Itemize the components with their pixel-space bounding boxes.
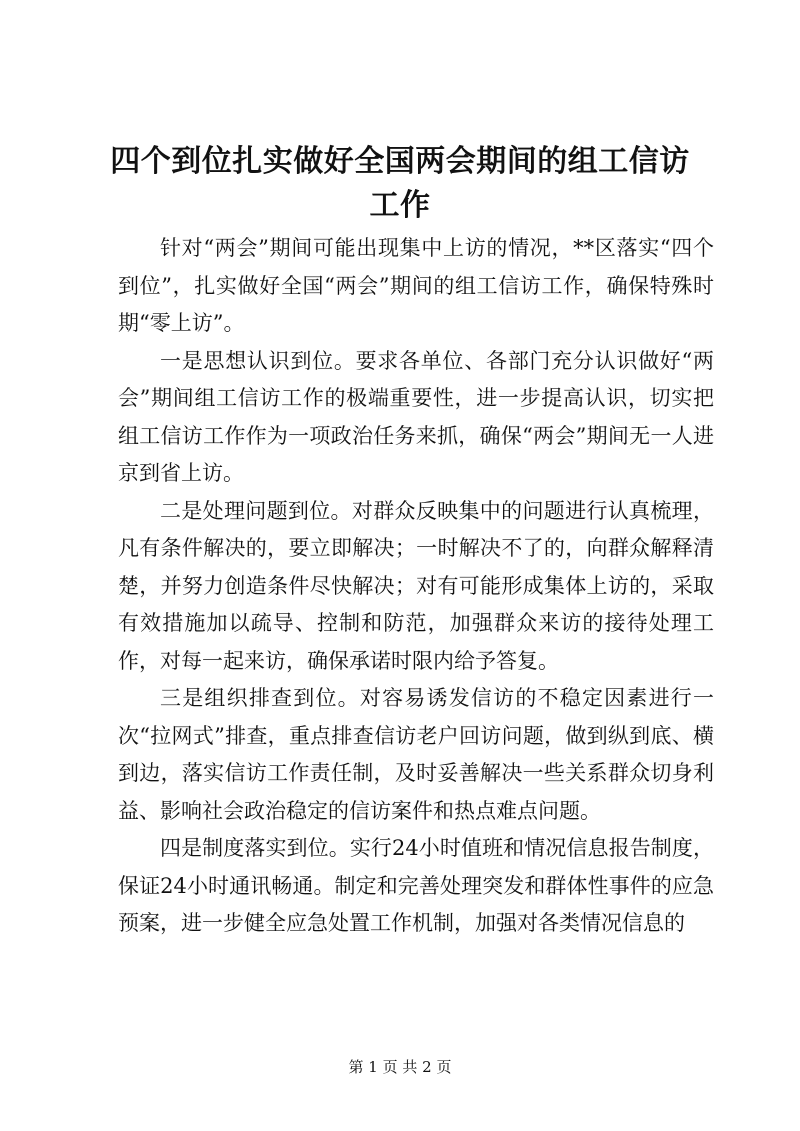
- paragraph-problem-handling: 二是处理问题到位。对群众反映集中的问题进行认真梳理，凡有条件解决的，要立即解决；一时解决不了的，向群众解释清楚，并努力创造条件尽快解决；对有可能形成集体上访的，采取有效措施加以疏导、控制和防范，加强群众来访的接待处理工作，对每一起来访，确保承诺时限内给予答复。: [118, 498, 714, 673]
- paragraph-intro: 针对“两会”期间可能出现集中上访的情况，**区落实“四个到位”，扎实做好全国“两会”期间的组工信访工作，确保特殊时期“零上访”。: [118, 236, 714, 335]
- paragraph-system: 四是制度落实到位。实行24小时值班和情况信息报告制度，保证24小时通讯畅通。制定和完善处理突发和群体性事件的应急预案，进一步健全应急处置工作机制，加强对各类情况信息的: [118, 836, 714, 935]
- document-title: 四个到位扎实做好全国两会期间的组工信访工作: [110, 144, 690, 223]
- paragraph-investigation: 三是组织排查到位。对容易诱发信访的不稳定因素进行一次“拉网式”排查，重点排查信访老户回访问题，做到纵到底、横到边，落实信访工作责任制，及时妥善解决一些关系群众切身利益、影响社会政治稳定的信访案件和热点难点问题。: [118, 686, 714, 823]
- paragraph-thinking: 一是思想认识到位。要求各单位、各部门充分认识做好“两会”期间组工信访工作的极端重要性，进一步提高认识，切实把组工信访工作作为一项政治任务来抓，确保“两会”期间无一人进京到省上访。: [118, 348, 714, 485]
- document-body: [118, 230, 714, 943]
- page-number-footer: 第 1 页 共 2 页: [348, 1058, 452, 1076]
